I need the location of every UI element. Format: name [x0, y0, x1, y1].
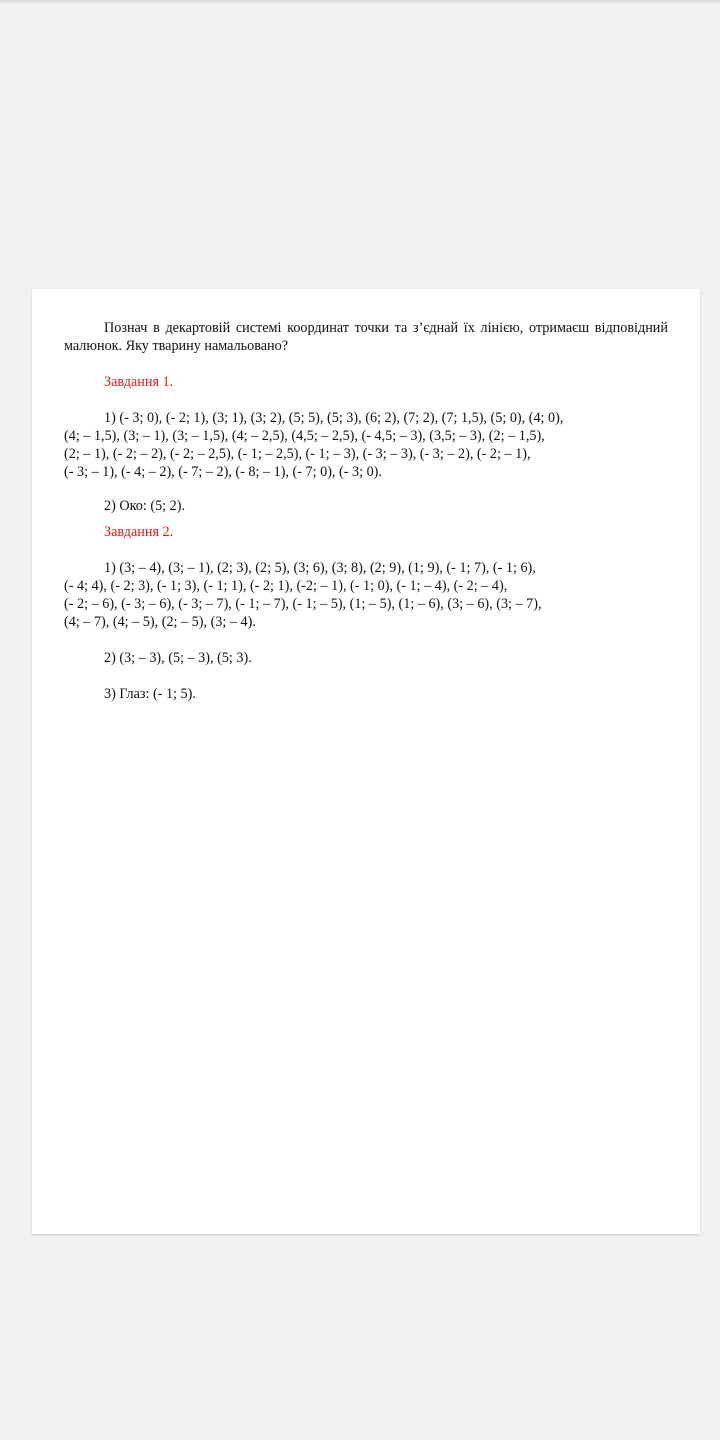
- task1-coordinates: [64, 409, 668, 481]
- spacer: [64, 541, 668, 559]
- spacer: [64, 515, 668, 523]
- spacer: [64, 391, 668, 409]
- task2-coord-line: 1) (3; – 4), (3; – 1), (2; 3), (2; 5), (3; 6), (3; 8), (2; 9), (1; 9), (- 1; 7), (- 1; 6),: [104, 560, 536, 576]
- task1-eye: 2) Око: (5; 2).: [104, 498, 186, 514]
- task2-coord-line: (- 4; 4), (- 2; 3), (- 1; 3), (- 1; 1), (- 2; 1), (-2; – 1), (- 1; 0), (- 1; – 4), (- 2; – 4),: [64, 578, 508, 594]
- task2-eye: 3) Глаз: (- 1; 5).: [104, 686, 196, 702]
- task2-line2: 2) (3; – 3), (5; – 3), (5; 3).: [104, 650, 252, 666]
- task1-coord-line: (2; – 1), (- 2; – 2), (- 2; – 2,5), (- 1; – 2,5), (- 1; – 3), (- 3; – 3), (- 3; – 2), (- 2; – 1),: [64, 446, 531, 462]
- task1-coord-line: (4; – 1,5), (3; – 1), (3; – 1,5), (4; – 2,5), (4,5; – 2,5), (- 4,5; – 3), (3,5; – 3), (2; – 1,5),: [64, 428, 545, 444]
- spacer: [64, 667, 668, 685]
- spacer: [64, 631, 668, 649]
- top-shadow: [0, 0, 720, 4]
- intro-text: Познач в декартовій системі координат точки та з’єднай їх лінією, отримаєш відповідний малюнок. Яку тварину намальовано?: [64, 320, 668, 354]
- task2-coord-line: (- 2; – 6), (- 3; – 6), (- 3; – 7), (- 1; – 7), (- 1; – 5), (1; – 5), (1; – 6), (3; – 6), (3; – 7),: [64, 596, 542, 612]
- task1-coord-line: (- 3; – 1), (- 4; – 2), (- 7; – 2), (- 8; – 1), (- 7; 0), (- 3; 0).: [64, 464, 382, 480]
- task2-coord-line: (4; – 7), (4; – 5), (2; – 5), (3; – 4).: [64, 614, 256, 630]
- document-page: [32, 289, 700, 1234]
- spacer: [64, 355, 668, 373]
- task2-title: Завдання 2.: [104, 524, 174, 540]
- spacer: [64, 481, 668, 497]
- task1-title: Завдання 1.: [104, 374, 174, 390]
- task2-coordinates: [64, 559, 668, 631]
- task1-coord-line: 1) (- 3; 0), (- 2; 1), (3; 1), (3; 2), (5; 5), (5; 3), (6; 2), (7; 2), (7; 1,5), (5; 0), (4; 0),: [104, 410, 564, 426]
